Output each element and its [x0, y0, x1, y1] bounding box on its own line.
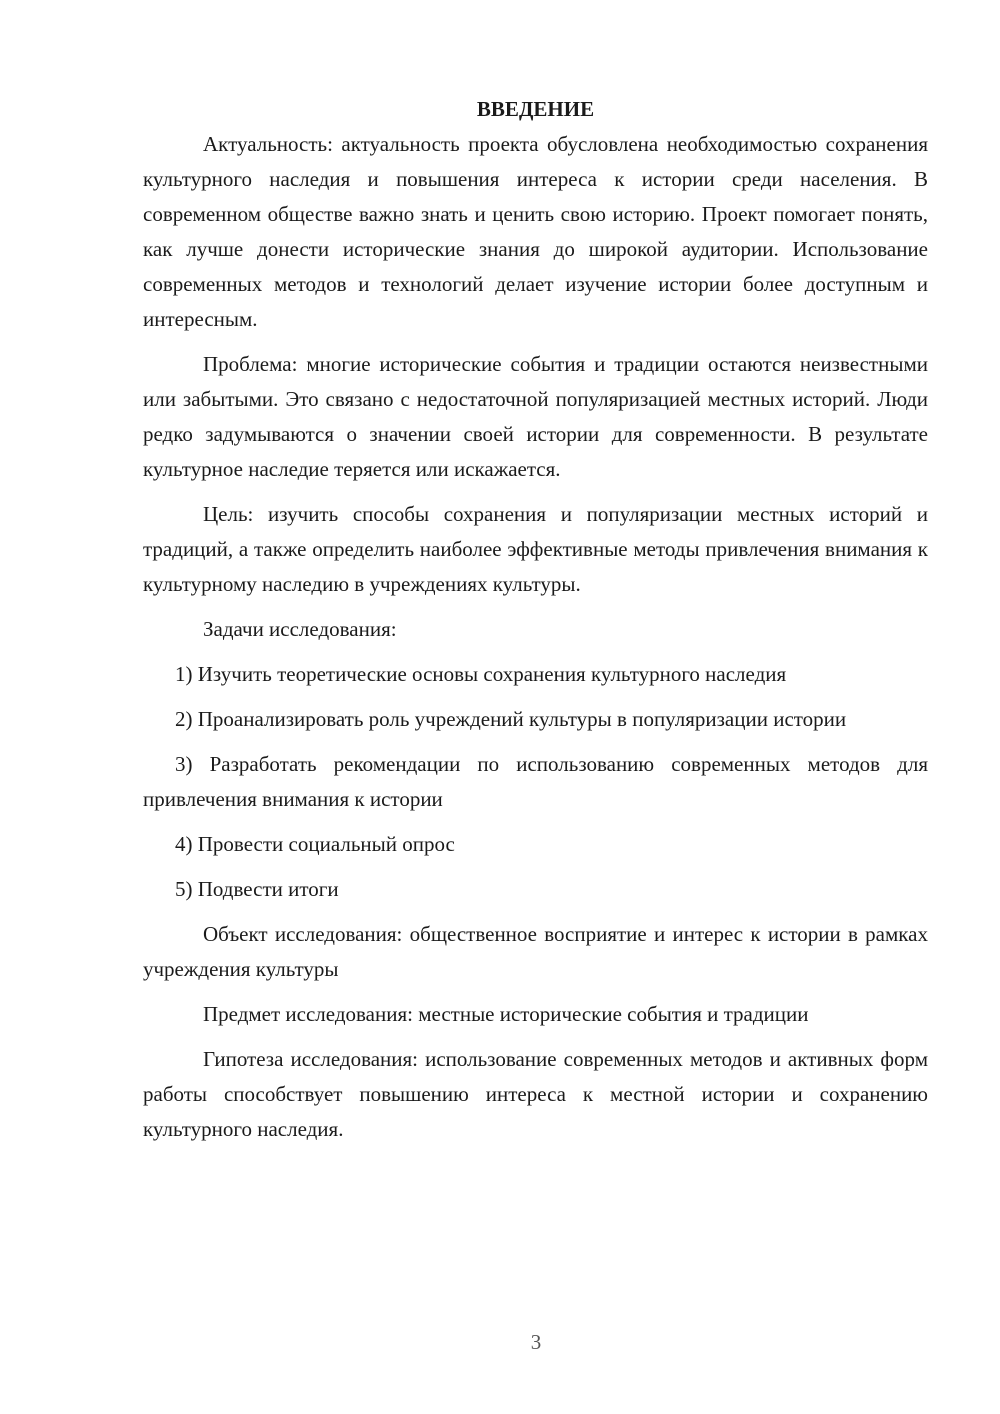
goal-paragraph: Цель: изучить способы сохранения и популяризации местных историй и традиций, а также определить наиболее эффективные методы привлечения внимания к культурному наследию в учреждениях культуры.	[143, 502, 928, 596]
document-page	[143, 92, 928, 1147]
page-number: 3	[530, 1330, 542, 1354]
subject-paragraph: Предмет исследования: местные исторические события и традиции	[203, 1002, 809, 1026]
task-item-1: 1) Изучить теоретические основы сохранения культурного наследия	[175, 662, 787, 686]
task-item-4: 4) Провести социальный опрос	[175, 832, 455, 856]
tasks-heading: Задачи исследования:	[203, 617, 397, 641]
task-item-3: 3) Разработать рекомендации по использованию современных методов для привлечения внимания к истории	[143, 752, 928, 811]
page-title: ВВЕДЕНИЕ	[476, 97, 595, 121]
hypothesis-paragraph: Гипотеза исследования: использование современных методов и активных форм работы способствует повышению интереса к местной истории и сохранению культурного наследия.	[143, 1047, 928, 1141]
task-item-2: 2) Проанализировать роль учреждений культуры в популяризации истории	[175, 707, 847, 731]
relevance-paragraph: Актуальность: актуальность проекта обусловлена необходимостью сохранения культурного наследия и повышения интереса к истории среди населения. В современном обществе важно знать и ценить свою историю. Проект помогает понять, как лучше донести исторические знания до широкой аудитории. Использование современных методов и технологий делает изучение истории более доступным и интересным.	[143, 132, 928, 331]
object-paragraph: Объект исследования: общественное восприятие и интерес к истории в рамках учреждения культуры	[143, 922, 928, 981]
task-item-5: 5) Подвести итоги	[175, 877, 339, 901]
problem-paragraph: Проблема: многие исторические события и традиции остаются неизвестными или забытыми. Это связано с недостаточной популяризацией местных историй. Люди редко задумываются о значении своей истории для современности. В результате культурное наследие теряется или искажается.	[143, 352, 928, 481]
